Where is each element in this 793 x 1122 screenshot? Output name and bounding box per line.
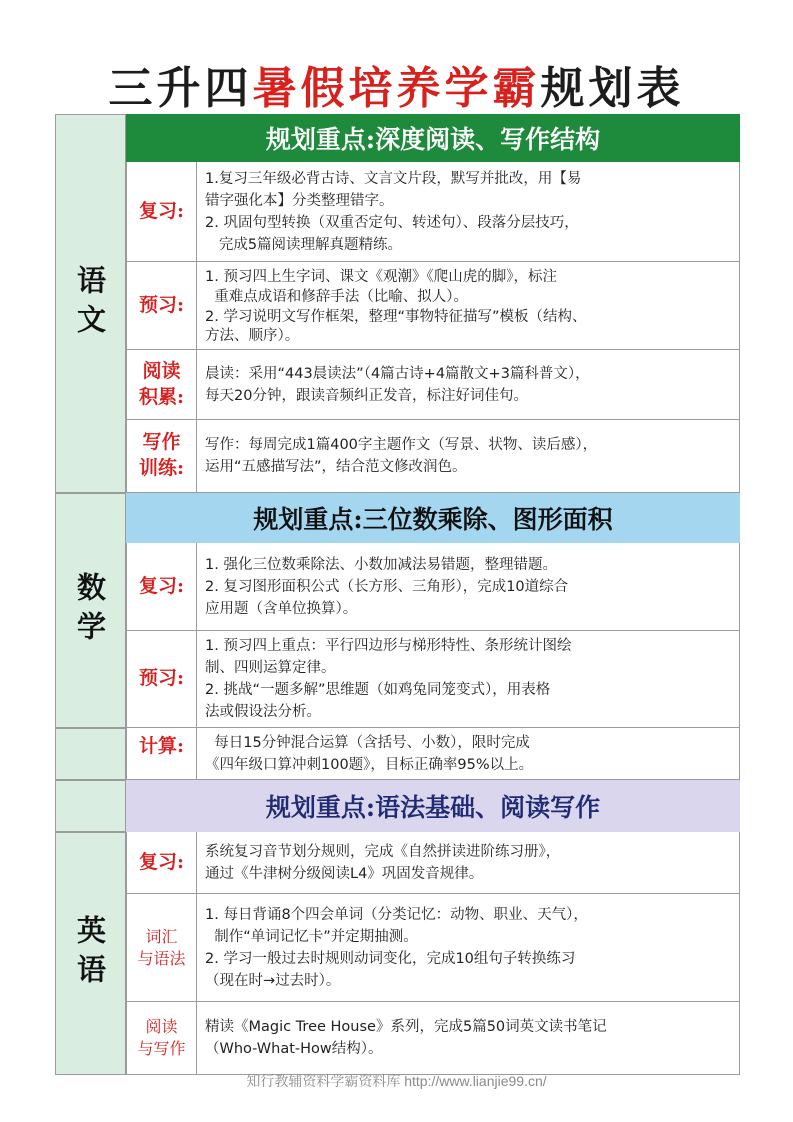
english-vocab-label (126, 894, 197, 1002)
math-calc-cell (197, 728, 740, 780)
math-preview-label: 预习: (126, 631, 197, 728)
english-review-label: 复习: (126, 832, 197, 894)
math-preview-cell (197, 631, 740, 728)
chinese-writing-cell (197, 420, 740, 493)
chinese-reading-label (126, 350, 197, 420)
text-line: 每天20分钟，跟读音频纠正发音，标注好词佳句。 (205, 387, 528, 404)
text-line: 2. 复习图形面积公式（长方形、三角形），完成10道综合 (205, 578, 569, 595)
subject-chinese: 语文 (55, 114, 126, 493)
math-review-cell (197, 543, 740, 631)
side-spacer (55, 780, 126, 832)
label-line: 阅读 (145, 1017, 178, 1037)
text-line: 1. 预习四上生字词、课文《观潮》《爬山虎的脚》，标注 (205, 269, 557, 285)
subject-english: 英语 (55, 832, 126, 1075)
text-line: 2. 学习说明文写作框架，整理“事物特征描写”模板（结构、 (205, 308, 587, 325)
text-line: 重难点成语和修辞手法（比喻、拟人）。 (205, 288, 468, 305)
text-line: 运用“五感描写法”，结合范文修改润色。 (205, 459, 467, 475)
text-line: 制作“单词记忆卡”并定期抽测。 (205, 928, 418, 945)
label-line: 积累: (138, 385, 184, 408)
text-line: 通过《牛津树分级阅读L4》巩固发音规律。 (205, 865, 484, 882)
chinese-preview-cell (197, 262, 740, 350)
page-title (0, 52, 793, 116)
text-line: 1. 预习四上重点：平行四边形与梯形特性、条形统计图绘 (205, 638, 572, 654)
english-review-cell (197, 832, 740, 894)
chinese-review-cell (197, 162, 740, 262)
text-line: 1.复习三年级必背古诗、文言文片段，默写并批改，用【易 (205, 170, 582, 187)
title-part-3: 规划表 (540, 63, 685, 114)
text-line: 2. 巩固句型转换（双重否定句、转述句）、段落分层技巧， (205, 214, 579, 231)
text-line: 错字强化本】分类整理错字。 (205, 192, 394, 209)
text-line: 2. 挑战“一题多解”思维题（如鸡兔同笼变式），用表格 (205, 682, 551, 698)
text-line: 每日15分钟混合运算（含括号、小数），限时完成 (205, 734, 530, 751)
label-line: 写作 (142, 431, 181, 454)
label-line: 词汇 (145, 926, 178, 946)
chinese-focus-band: 规划重点:深度阅读、写作结构 (126, 114, 740, 162)
label-line: 与语法 (137, 948, 186, 968)
title-part-1: 三升四 (108, 63, 253, 114)
text-line: （现在时→过去时）。 (205, 972, 341, 989)
text-line: 制、四则运算定律。 (205, 660, 336, 676)
chinese-review-label: 复习: (126, 162, 197, 262)
text-line: 1. 每日背诵8个四会单词（分类记忆：动物、职业、天气）， (205, 906, 588, 923)
label-line: 阅读 (142, 359, 181, 382)
text-line: 应用题（含单位换算）。 (205, 600, 358, 617)
text-line: （Who-What-How结构）。 (205, 1041, 383, 1057)
text-line: 法或假设法分析。 (205, 704, 321, 720)
text-line: 2. 学习一般过去时规则动词变化，完成10组句子转换练习 (205, 950, 576, 967)
chinese-writing-label (126, 420, 197, 493)
text-line: 精读《Magic Tree House》系列，完成5篇50词英文读书笔记 (205, 1019, 607, 1035)
chinese-reading-cell (197, 350, 740, 420)
side-spacer (55, 728, 126, 780)
title-part-2: 暑假培养学霸 (252, 63, 541, 114)
english-vocab-cell (197, 894, 740, 1002)
text-line: 1. 强化三位数乘除法、小数加减法易错题，整理错题。 (205, 556, 557, 573)
label-line: 与写作 (137, 1039, 186, 1058)
text-line: 写作：每周完成1篇400字主题作文（写景、状物、读后感）， (205, 437, 598, 453)
math-review-label: 复习: (126, 543, 197, 631)
text-line: 完成5篇阅读理解真题精练。 (205, 236, 403, 253)
math-focus-band: 规划重点:三位数乘除、图形面积 (126, 493, 740, 543)
chinese-preview-label: 预习: (126, 262, 197, 350)
text-line: 《四年级口算冲刺100题》，目标正确率95%以上。 (205, 756, 534, 773)
english-focus-band: 规划重点:语法基础、阅读写作 (126, 780, 740, 832)
footer-watermark: 知行教辅资料学霸资料库 http://www.lianjie99.cn/ (246, 1073, 547, 1089)
english-readwrite-label (126, 1002, 197, 1075)
text-line: 晨读：采用“443晨读法”（4篇古诗+4篇散文+3篇科普文）， (205, 365, 590, 382)
text-line: 系统复习音节划分规则，完成《自然拼读进阶练习册》， (205, 843, 561, 860)
text-line: 方法、顺序）。 (205, 328, 300, 345)
english-readwrite-cell (197, 1002, 740, 1075)
subject-math: 数学 (55, 493, 126, 728)
math-calc-label: 计算: (126, 728, 197, 780)
label-line: 训练: (138, 457, 184, 479)
